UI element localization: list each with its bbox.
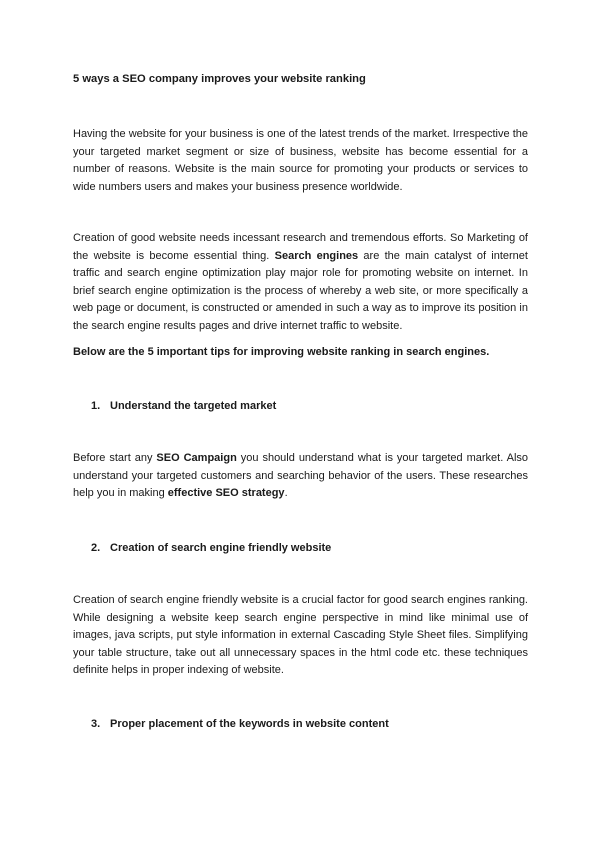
paragraph-text: . <box>284 487 288 500</box>
tip-heading-3 <box>91 716 389 732</box>
bold-term: Search engines <box>274 249 359 262</box>
tip-heading-text: Creation of search engine friendly website <box>110 542 332 554</box>
tip-heading-1 <box>91 398 276 414</box>
tip-number: 1. <box>91 400 101 412</box>
tip-heading-text: Proper placement of the keywords in website content <box>110 718 389 730</box>
tip-number: 2. <box>91 542 101 554</box>
bold-term: effective SEO strategy <box>167 487 285 500</box>
paragraph-text: you should understand what is your targeted market. Also understand your targeted customers and searching behavior of the users. These researches help you in making <box>73 452 529 500</box>
bold-term: SEO Campaign <box>156 452 237 464</box>
paragraph-text: are the main catalyst of internet traffic and search engine optimization play major role for promoting website on internet. In brief search engine optimization is the process of whereby a web site, or more specifically a web page or document, is constructed or amended in such a way as to improve its position in the search engine results pages and drive internet traffic to website. <box>73 249 528 332</box>
intro-paragraph: Having the website for your business is one of the latest trends of the market. Irrespective the your targeted market segment or size of business, website has become essential for a number of reasons. Website is the main source for promoting your products or services to wide numbers users and makes your business presence worldwide. <box>73 128 528 193</box>
tips-intro: Below are the 5 important tips for improving website ranking in search engines. <box>73 346 490 358</box>
tip-heading-text: Understand the targeted market <box>110 400 277 412</box>
paragraph-text: Before start any <box>73 452 157 464</box>
document-title: 5 ways a SEO company improves your website ranking <box>73 73 366 85</box>
search-engines-paragraph <box>73 230 528 336</box>
tip-body-2: Creation of search engine friendly website is a crucial factor for good search engines ranking. While designing a website keep search engine perspective in mind like minimal use of images, java scripts, put style information in external Cascading Style Sheet files. Simplifying your table structure, take out all unnecessary spaces in the html code etc. these techniques definite helps in proper indexing of website. <box>73 594 528 677</box>
tip-body-1 <box>73 450 528 503</box>
tip-heading-2 <box>91 540 331 556</box>
tip-number: 3. <box>91 718 101 730</box>
paragraph-text: Creation of good website needs incessant research and tremendous efforts. So Marketing of the website is become essential thing. <box>73 232 528 262</box>
